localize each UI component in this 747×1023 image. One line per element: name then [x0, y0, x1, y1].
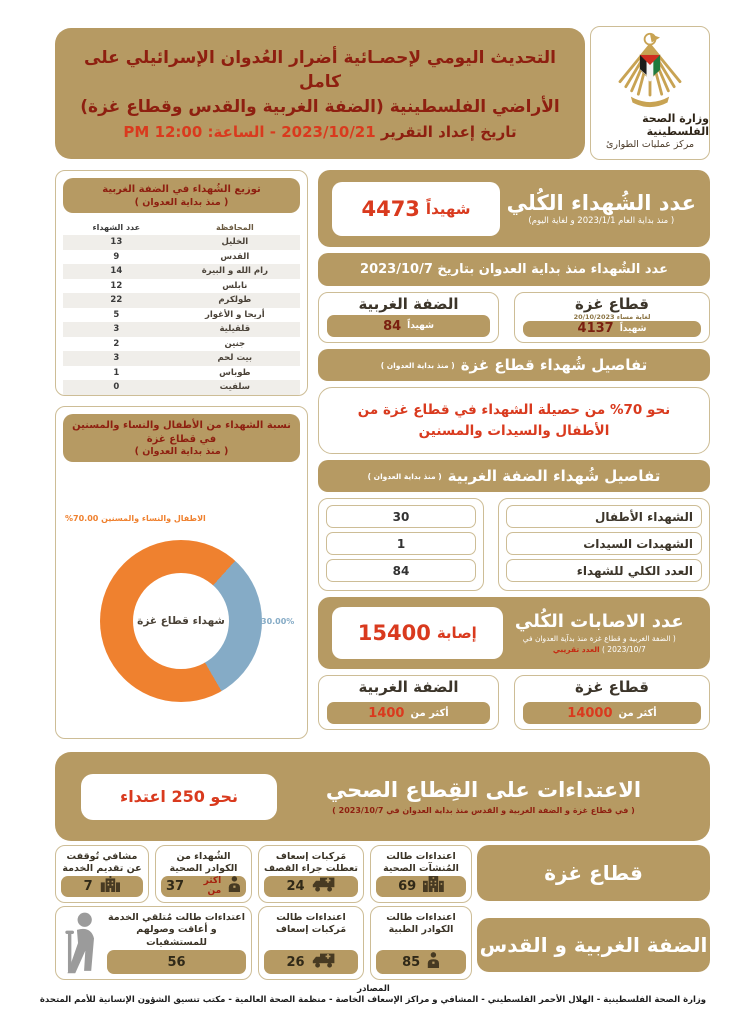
gaza-injuries-pill — [523, 702, 701, 724]
attacks-service-recipients-card — [55, 906, 252, 980]
gaza-title: قطاع غزة — [575, 295, 649, 313]
martyr-count: 13 — [110, 237, 123, 248]
table-row — [63, 380, 300, 395]
medic-icon — [228, 876, 241, 896]
attacks-facilities-card — [370, 845, 472, 903]
martyr-count: 22 — [110, 295, 123, 306]
health-staff-martyrs-card — [155, 845, 252, 903]
total-injuries-value-pill — [332, 607, 503, 659]
detail-value-total: 84 — [326, 559, 476, 582]
total-martyrs-title-block — [507, 191, 696, 226]
detail-label-women: الشهيدات السيدات — [506, 532, 702, 555]
injured-person-icon — [61, 912, 103, 974]
ministry-logo-box — [590, 26, 710, 160]
martyr-count: 3 — [113, 324, 120, 335]
attacks-subtitle: ( في قطاع غزة و الضفة الغربية و القدس منذ بداية العدوان في 2023/10/7 ) — [332, 806, 635, 815]
report-date-label: تاريخ إعداد التقرير — [380, 123, 517, 142]
gaza-injuries-title: قطاع غزة — [575, 678, 649, 696]
donut-subtitle: ( منذ بداية العدوان ) — [134, 446, 229, 457]
report-date-value: 2023/10/21 - الساعة: 12:00 PM — [123, 123, 376, 142]
table-row — [63, 235, 300, 250]
card-value: 7 — [83, 878, 93, 894]
donut-center-label: شهداء قطاع غزة — [133, 573, 229, 669]
ambulance-icon — [312, 952, 336, 972]
card-morethan-label: اكثر من — [203, 876, 222, 897]
west-bank-details-labels — [498, 498, 710, 591]
west-bank-table-title: توزيع الشُهداء في الضفة الغربية — [102, 184, 261, 195]
governorate-name: أريحا و الأغوار — [204, 309, 265, 320]
governorate-name: سلفيت — [219, 382, 251, 393]
sources-list: وزارة الصحة الفلسطينية - الهلال الأحمر الفلسطيني - المشافي و مراكز الإسعاف الخاصة - منظمة الصحة العالمية - مكتب تنسيق الشؤون الإنسانية للأمم المتحدة — [39, 995, 707, 1005]
total-injuries-approx-note: العدد تقريبي — [552, 645, 600, 654]
card-value-pill — [61, 876, 143, 897]
total-injuries-subtitle — [503, 633, 696, 656]
total-injuries-title-block — [503, 611, 696, 656]
eagle-emblem-icon — [608, 30, 692, 114]
governorate-name: رام الله و البيرة — [201, 266, 268, 277]
gaza-asof-note: لغاية مساء 20/10/2023 — [573, 312, 651, 321]
west-bank-martyrs-pill — [327, 315, 490, 337]
governorate-table — [63, 221, 300, 395]
card-main-column — [107, 912, 246, 974]
total-injuries-box — [318, 597, 710, 669]
table-row — [63, 308, 300, 323]
col-governorate: المحافظة — [215, 223, 254, 233]
west-bank-injuries-morethan: أكثر من — [410, 707, 449, 719]
card-title: مَركبات إسعاف تعطلت جراء القصف — [264, 851, 358, 875]
total-injuries-value: 15400 — [357, 621, 431, 645]
gaza-martyrs-box — [514, 292, 710, 343]
attacks-medical-staff-card — [370, 906, 472, 980]
report-title-line2: الأراضي الفلسطينية (الضفة الغربية والقدس وقطاع غزة) — [80, 96, 560, 117]
gaza-martyrs-value: 4137 — [577, 321, 614, 337]
report-title-banner — [55, 28, 585, 159]
donut-chart — [63, 462, 300, 732]
card-value: 37 — [166, 878, 185, 894]
total-injuries-title: عدد الاصابات الكُلي — [514, 610, 684, 632]
west-bank-martyrs-value: 84 — [383, 318, 402, 334]
hospital-building-icon — [423, 876, 444, 896]
table-row — [63, 337, 300, 352]
health-sector-attacks-banner — [55, 752, 710, 841]
hospitals-out-of-service-card — [55, 845, 149, 903]
gaza-martyrs-pill — [523, 321, 701, 338]
table-row — [63, 366, 300, 381]
martyr-count: 5 — [113, 309, 120, 320]
donut-header — [63, 414, 300, 462]
martyr-count: 9 — [113, 251, 120, 262]
medic-icon — [427, 952, 440, 972]
detail-value-women: 1 — [326, 532, 476, 555]
detail-label-children: الشهداء الأطفال — [506, 505, 702, 528]
governorate-name: القدس — [220, 251, 250, 262]
martyrs-since-bar: عدد الشُهداء منذ بداية العدوان بتاريخ 2023/10/7 — [318, 253, 710, 286]
card-title: اعتداءات طالت الكوادر الطبية — [386, 912, 456, 936]
table-row — [63, 279, 300, 294]
total-martyrs-value-pill — [332, 182, 500, 236]
card-value: 24 — [286, 878, 305, 894]
attacks-title-block — [277, 778, 690, 815]
governorate-name: نابلس — [222, 280, 248, 291]
martyrs-by-zone-row — [318, 292, 710, 343]
gaza-details-title: تفاصيل شُهداء قطاع غزة — [460, 356, 648, 374]
table-row — [63, 264, 300, 279]
donut-ring — [100, 540, 262, 702]
west-bank-details-subtitle: ( منذ بداية العدوان ) — [367, 471, 442, 481]
hospital-icon — [100, 876, 121, 896]
total-martyrs-value: 4473 — [361, 196, 420, 221]
attacks-ambulances-card — [258, 906, 364, 980]
detail-value-children: 30 — [326, 505, 476, 528]
total-injuries-unit: إصابة — [436, 624, 477, 642]
children-women-ratio-panel — [55, 406, 308, 739]
card-title: اعتداءات طالت مَركبات إسعاف — [275, 912, 347, 936]
west-bank-table-header — [63, 178, 300, 213]
card-value-pill — [376, 876, 466, 897]
table-header-row — [63, 221, 300, 236]
west-bank-details-values — [318, 498, 484, 591]
west-bank-table-subtitle: ( منذ بداية العدوان ) — [134, 196, 229, 208]
governorate-name: جنين — [224, 338, 246, 349]
west-bank-details-title: تفاصيل شُهداء الضفة الغربية — [447, 467, 661, 485]
total-martyrs-title: عدد الشُهداء الكُلي — [506, 191, 696, 215]
col-count: عدد الشهداء — [92, 223, 141, 233]
west-bank-injuries-title: الضفة الغربية — [358, 678, 459, 696]
card-value-pill — [264, 950, 358, 974]
gaza-details-bar — [318, 349, 710, 381]
table-row — [63, 351, 300, 366]
gaza-injuries-value: 14000 — [567, 705, 613, 721]
card-value-pill — [264, 876, 358, 897]
donut-title: نسبة الشهداء من الأطفال والنساء والمسنين في قطاع غزة — [72, 420, 291, 445]
card-value-pill — [376, 950, 466, 974]
table-row — [63, 250, 300, 265]
martyr-count: 0 — [113, 382, 120, 393]
west-bank-injuries-box — [318, 675, 499, 730]
governorate-name: طوباس — [219, 367, 251, 378]
card-value-pill — [161, 876, 246, 897]
gaza-injuries-box — [514, 675, 710, 730]
west-bank-details-bar — [318, 460, 710, 492]
injuries-by-zone-row — [318, 675, 710, 730]
card-value: 56 — [167, 954, 186, 970]
zone-label-west-bank-jerusalem: الضفة الغربية و القدس — [477, 918, 710, 972]
card-title: اعتداءات طالت المُنشآت الصحية — [383, 851, 459, 875]
card-title: مشافي تُوقفت عن تقديم الخدمة — [62, 851, 142, 875]
gaza-70-percent-note: نحو 70% من حصيلة الشهداء في قطاع غزة من الأطفال والسيدات والمسنين — [318, 387, 710, 454]
card-value: 26 — [286, 954, 305, 970]
zone-label-gaza: قطاع غزة — [477, 845, 710, 901]
west-bank-distribution-panel — [55, 170, 308, 396]
total-martyrs-box — [318, 170, 710, 247]
gaza-martyrs-unit: شهيداً — [619, 323, 647, 334]
martyr-count: 14 — [110, 266, 123, 277]
card-value: 85 — [402, 954, 421, 970]
ambulance-icon — [312, 876, 336, 896]
attacks-title: الاعتداءات على القِطاع الصحي — [325, 778, 642, 802]
ministry-name: وزارة الصحة الفلسطينية — [642, 112, 709, 138]
gaza-details-subtitle: ( منذ بداية العدوان ) — [380, 360, 455, 370]
west-bank-title: الضفة الغربية — [358, 295, 459, 313]
governorate-name: طولكرم — [218, 295, 252, 306]
card-value: 69 — [398, 878, 417, 894]
detail-label-total: العدد الكلي للشهداء — [506, 559, 702, 582]
table-row — [63, 293, 300, 308]
card-value-pill — [107, 950, 246, 974]
governorate-name: قلقيلية — [219, 324, 251, 335]
report-title-line1: التحديث اليومي لإحصـائية أضرار العُدوان الإسرائيلي على كامل — [84, 47, 556, 93]
table-row — [63, 322, 300, 337]
martyr-count: 1 — [113, 367, 120, 378]
disabled-ambulances-card — [258, 845, 364, 903]
west-bank-details-table — [318, 498, 710, 591]
west-bank-injuries-pill — [327, 702, 490, 724]
donut-label-children-women: الاطفال والنساء والمسنين 70.00% — [65, 514, 206, 523]
sources-label: المصادر — [357, 984, 390, 994]
west-bank-martyrs-box — [318, 292, 499, 343]
martyr-count: 3 — [113, 353, 120, 364]
west-bank-injuries-value: 1400 — [368, 705, 405, 721]
martyr-count: 12 — [110, 280, 123, 291]
total-injuries-scope: ( الضفة الغربية و قطاع غزة منذ بدآية العدوان في 2023/10/7 ) — [522, 633, 676, 654]
card-title: اعتداءات طالت مُتلقي الخدمة و أعاقت وصولهم للمستشفيات — [108, 912, 245, 948]
total-martyrs-unit: شهيداً — [425, 199, 471, 218]
card-title: الشُهداء من الكوادر الصحية — [169, 851, 238, 875]
gaza-injuries-morethan: أكثر من — [618, 707, 657, 719]
governorate-name: الخليل — [221, 237, 249, 248]
martyr-count: 2 — [113, 338, 120, 349]
donut-label-other: 30.00% — [261, 617, 295, 626]
emergency-center-name: مركز عمليات الطوارئ — [605, 139, 695, 150]
total-martyrs-subtitle: ( منذ بداية العام 2023/1/1 و لغاية اليوم) — [528, 216, 675, 226]
governorate-name: بيت لحم — [217, 353, 253, 364]
report-date-line — [69, 123, 571, 141]
west-bank-martyrs-unit: شهيداً — [407, 321, 434, 331]
attacks-count-badge: نحو 250 اعتداء — [81, 774, 277, 820]
